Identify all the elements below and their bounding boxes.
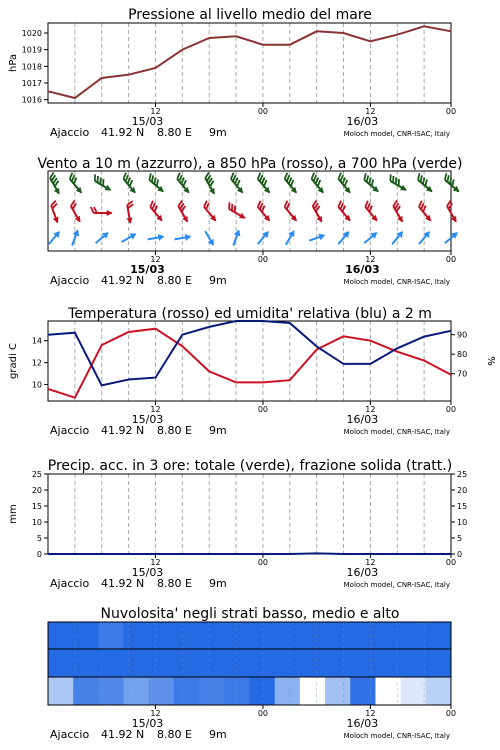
wind-barb (46, 229, 62, 247)
wind-barb (124, 201, 137, 224)
cloud-cell (149, 677, 175, 705)
wind-barb (200, 201, 221, 224)
y-tick-label: 1018 (21, 62, 42, 72)
footer-location: Ajaccio (50, 126, 90, 139)
cloud-title: Nuvolosita' negli strati basso, medio e alto (100, 606, 400, 622)
pressure-yticks (22, 29, 48, 105)
cloud-cell (73, 677, 99, 705)
cloud-cell (48, 677, 74, 705)
wind-barb (280, 201, 301, 224)
footer-elevation: 9m (209, 728, 227, 741)
footer-lon: 8.80 E (157, 274, 192, 287)
cloud-cell (174, 622, 200, 649)
x-tick-label: 12 (150, 255, 161, 264)
footer-model: Moloch model, CNR-ISAC, Italy (343, 732, 450, 740)
cloud-cell (426, 622, 452, 649)
temperature-panel (8, 306, 496, 437)
wind-barb (47, 201, 63, 225)
footer-model: Moloch model, CNR-ISAC, Italy (343, 581, 450, 589)
x-tick-label: 12 (150, 709, 161, 718)
y-tick-label: 25 (457, 470, 468, 479)
wind-barb (146, 201, 167, 224)
x-tick-label: 12 (150, 107, 161, 116)
wind-footer (50, 274, 450, 287)
date-label: 15/03 (130, 263, 165, 276)
wind-barb (334, 201, 355, 224)
wind-barb (173, 173, 194, 196)
x-tick-label: 12 (150, 558, 161, 567)
cloud-cell (250, 677, 276, 705)
wind-barb (201, 172, 220, 196)
y-tick-label: 90 (457, 330, 468, 340)
y-tick-label: 12 (31, 358, 42, 368)
pressure-title: Pressione al livello medio del mare (128, 7, 372, 23)
pressure-ylabel: hPa (8, 53, 19, 73)
wind-barb (67, 200, 86, 224)
x-tick-label: 00 (257, 558, 269, 567)
cloud-cell (199, 622, 225, 649)
date-label: 16/03 (346, 413, 379, 426)
footer-location: Ajaccio (50, 728, 90, 741)
y-tick-label: 15 (457, 502, 468, 511)
precip-title: Precip. acc. in 3 ore: totale (verde), frazione solida (tratt.) (47, 458, 453, 474)
humidity-ylabel: % (485, 356, 496, 366)
date-label: 15/03 (131, 413, 164, 426)
precip-panel (8, 458, 467, 590)
x-tick-label: 00 (445, 709, 457, 718)
wind-barb (46, 172, 65, 196)
cloud-cell (48, 622, 74, 649)
date-label: 16/03 (346, 115, 379, 128)
cloud-cell (300, 677, 326, 705)
cloud-cell (275, 622, 301, 649)
humidity-line (48, 321, 451, 385)
y-tick-label: 10 (457, 518, 468, 527)
cloud-cell (73, 622, 99, 649)
y-tick-label: 1016 (21, 95, 42, 105)
wind-barb (307, 173, 328, 196)
footer-lat: 41.92 N (101, 126, 145, 139)
y-tick-label: 25 (31, 470, 42, 479)
temperature-yticks (32, 337, 48, 390)
x-tick-label: 00 (445, 558, 457, 567)
cloud-cell (325, 677, 351, 705)
cloud-cell (98, 622, 124, 649)
footer-model: Moloch model, CNR-ISAC, Italy (343, 428, 450, 436)
wind-barb (227, 173, 248, 196)
temperature-line (48, 329, 451, 398)
cloud-cell (149, 649, 175, 677)
y-tick-label: 1019 (21, 45, 42, 55)
footer-lat: 41.92 N (101, 424, 145, 437)
cloud-heatmap (48, 622, 452, 705)
cloud-cell (350, 622, 376, 649)
footer-lat: 41.92 N (101, 728, 145, 741)
precip-yticks-right (451, 470, 467, 559)
cloud-cell (124, 677, 150, 705)
temperature-title: Temperatura (rosso) ed umidita' relativa (blu) a 2 m (68, 306, 432, 322)
wind-barb (415, 201, 436, 224)
cloud-cell (275, 649, 301, 677)
footer-lat: 41.92 N (101, 274, 145, 287)
pressure-footer (50, 126, 450, 139)
y-tick-label: 14 (31, 336, 42, 346)
cloud-cell (48, 649, 74, 677)
x-tick-label: 00 (445, 107, 457, 116)
cloud-cell (250, 649, 276, 677)
footer-location: Ajaccio (50, 424, 90, 437)
humidity-yticks (451, 331, 467, 379)
wind-barb (441, 173, 464, 194)
y-tick-label: 5 (36, 534, 42, 543)
y-tick-label: 70 (457, 369, 468, 379)
footer-model: Moloch model, CNR-ISAC, Italy (343, 130, 450, 138)
y-tick-label: 1017 (21, 79, 42, 88)
wind-barb (145, 173, 168, 194)
y-tick-label: 0 (36, 550, 42, 559)
cloud-time-axis (132, 705, 456, 730)
cloud-cell (224, 677, 250, 705)
wind-barb (225, 202, 249, 221)
wind-barb (65, 173, 86, 196)
precip-frame (48, 474, 451, 554)
cloud-cell (124, 622, 150, 649)
x-tick-label: 00 (257, 709, 269, 718)
footer-location: Ajaccio (50, 577, 90, 590)
y-tick-label: 15 (31, 502, 42, 511)
cloud-cell (275, 677, 301, 705)
x-tick-label: 00 (257, 405, 269, 414)
wind-barb (414, 173, 437, 194)
x-tick-label: 12 (365, 709, 376, 718)
wind-title: Vento a 10 m (azzurro), a 850 hPa (rosso), a 700 hPa (verde) (37, 156, 463, 172)
footer-elevation: 9m (209, 274, 227, 287)
wind-panel (37, 156, 463, 287)
cloud-cell (174, 649, 200, 677)
cloud-cell (426, 649, 452, 677)
footer-lon: 8.80 E (157, 728, 192, 741)
wind-barb (309, 200, 328, 224)
cloud-cell (98, 649, 124, 677)
footer-model: Moloch model, CNR-ISAC, Italy (343, 278, 450, 286)
footer-elevation: 9m (209, 126, 227, 139)
cloud-cell (174, 677, 200, 705)
temperature-footer (50, 424, 450, 437)
wind-barb (386, 174, 410, 193)
cloud-cell (426, 677, 452, 705)
y-tick-label: 20 (457, 486, 468, 495)
cloud-cell (350, 649, 376, 677)
precip-footer (50, 577, 450, 590)
wind-barb (360, 173, 383, 194)
y-tick-label: 80 (457, 350, 468, 360)
pressure-time-axis (132, 103, 456, 128)
footer-lon: 8.80 E (157, 577, 192, 590)
footer-elevation: 9m (209, 424, 227, 437)
cloud-cell (98, 677, 124, 705)
precip-line (48, 553, 451, 554)
cloud-cell (224, 622, 250, 649)
precip-ylabel: mm (8, 504, 19, 524)
x-tick-label: 00 (257, 107, 269, 116)
date-label: 15/03 (131, 115, 164, 128)
cloud-cell (199, 677, 225, 705)
date-label: 16/03 (345, 263, 380, 276)
wind-barb (254, 201, 275, 224)
cloud-cell (149, 622, 175, 649)
cloud-cell (73, 649, 99, 677)
y-tick-label: 10 (31, 518, 42, 527)
precip-yticks (32, 470, 48, 559)
date-label: 15/03 (131, 717, 164, 730)
wind-time-axis (130, 251, 456, 276)
footer-lat: 41.92 N (101, 577, 145, 590)
x-tick-label: 00 (257, 255, 269, 264)
cloud-cell (401, 649, 427, 677)
x-tick-label: 00 (445, 255, 457, 264)
x-tick-label: 12 (365, 405, 376, 414)
wind-barbs (46, 172, 463, 247)
x-tick-label: 12 (150, 405, 161, 414)
pressure-panel (8, 7, 456, 139)
wind-barb (91, 174, 115, 193)
wind-barb (389, 200, 408, 224)
cloud-cell (325, 622, 351, 649)
wind-barb (174, 200, 193, 224)
wind-barb (254, 173, 275, 196)
y-tick-label: 5 (457, 534, 463, 543)
temperature-ylabel: gradi C (8, 343, 19, 379)
temperature-time-axis (132, 401, 456, 426)
x-tick-label: 12 (365, 107, 376, 116)
date-label: 15/03 (131, 566, 164, 579)
footer-location: Ajaccio (50, 274, 90, 287)
wind-barb (361, 201, 382, 224)
y-tick-label: 10 (31, 380, 42, 390)
y-tick-label: 1020 (21, 29, 42, 38)
cloud-cell (199, 649, 225, 677)
pressure-grid (75, 23, 424, 103)
cloud-cell (124, 649, 150, 677)
cloud-cell (325, 649, 351, 677)
y-tick-label: 20 (31, 486, 42, 495)
x-tick-label: 12 (365, 558, 376, 567)
pressure-line (48, 26, 451, 98)
pressure-frame (48, 23, 451, 103)
x-tick-label: 00 (445, 405, 457, 414)
wind-barb (119, 173, 140, 196)
footer-lon: 8.80 E (157, 126, 192, 139)
temperature-frame (48, 321, 451, 401)
wind-barb (280, 173, 301, 196)
precip-time-axis (132, 554, 456, 579)
y-tick-label: 0 (457, 550, 463, 559)
wind-barb (334, 173, 355, 196)
cloud-cell (401, 622, 427, 649)
cloud-cell (300, 649, 326, 677)
cloud-footer (50, 728, 450, 741)
footer-lon: 8.80 E (157, 424, 192, 437)
date-label: 16/03 (346, 717, 379, 730)
date-label: 16/03 (346, 566, 379, 579)
precip-grid (75, 474, 424, 554)
cloud-cell (250, 622, 276, 649)
wind-barb (443, 200, 462, 224)
cloud-cell (350, 677, 376, 705)
cloud-cell (224, 649, 250, 677)
cloud-cell (401, 677, 427, 705)
x-tick-label: 12 (365, 255, 376, 264)
cloud-cell (300, 622, 326, 649)
footer-elevation: 9m (209, 577, 227, 590)
cloud-panel (48, 606, 456, 741)
